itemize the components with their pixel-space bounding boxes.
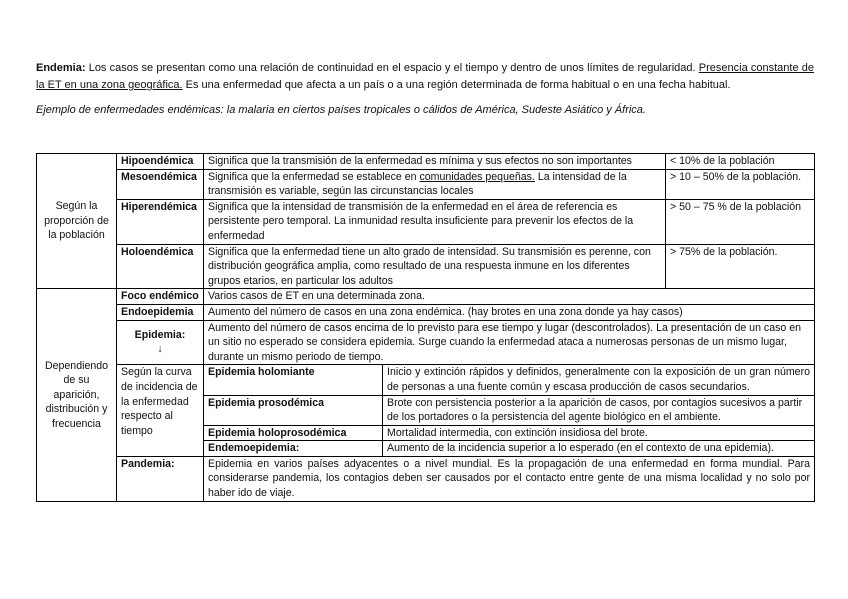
endemia-term: Endemia: [36,62,86,74]
epidemia-term: Epidemia: [134,328,186,341]
mesoendemica-desc-underlined: comunidades pequeñas. [419,170,535,183]
mesoendemica-term: Mesoendémica [117,169,204,199]
table-row [37,154,815,170]
epidemia-desc: Aumento del número de casos encima de lo previsto para ese tiempo y lugar (descontrolados). La presentación de un caso en un sitio no esperado se considera epidemia. Surge cuando la enfermedad ataca a numerosas personas de un mismo lugar, durante un mismo periodo de tiempo. [204,320,815,365]
hipoendemica-pct: < 10% de la población [666,154,815,170]
mesoendemica-desc-a: Significa que la enfermedad se establece en [208,170,420,183]
table-row [37,320,815,365]
table-row [37,456,815,501]
endemia-definition [36,60,814,94]
table-row [37,199,815,244]
mesoendemica-desc-b: La intensidad de la transmisión es variable, según las circunstancias locales [208,170,627,198]
holoendemica-desc: Significa que la enfermedad tiene un alto grado de intensidad. Su transmisión es perenne, con distribución geográfica amplia, como resultado de una respuesta inmune en los diferentes grupos etarios, en particular los adultos [204,244,666,289]
table-row [37,289,815,305]
holomiante-desc: Inicio y extinción rápidos y definidos, generalmente con la exposición de un gran número de personas a una fuente común y escasa producción de casos secundarios. [383,365,815,395]
table-row [37,169,815,199]
curva-incidencia-label: Según la curva de incidencia de la enfermedad respecto al tiempo [117,365,204,457]
prosodemica-term: Epidemia prosodémica [204,395,383,425]
mesoendemica-pct: > 10 – 50% de la población. [666,169,815,199]
table-row [37,244,815,289]
pandemia-term: Pandemia: [117,456,204,501]
pandemia-desc: Epidemia en varios países adyacentes o a nivel mundial. Es la propagación de una enfermedad en forma mundial. Para considerarse pandemia, los contagios deben ser causados por el contacto entre gente de una misma localidad y no solo por haber ido de viaje. [204,456,815,501]
group-population-label: Según la proporción de la población [37,154,117,289]
classification-table [36,153,815,502]
table-row [37,365,815,395]
table-row [37,304,815,320]
endemia-underlined: Presencia constante de la ET en una zona geográfica. [36,62,814,91]
hipoendemica-desc: Significa que la transmisión de la enfermedad es mínima y sus efectos no son importantes [204,154,666,170]
holoprosodemica-term: Epidemia holoprosodémica [204,425,383,441]
foco-desc: Varios casos de ET en una determinada zona. [204,289,815,305]
group-frequency-label: Dependiendo de su aparición, distribución y frecuencia [37,289,117,501]
holoprosodemica-desc: Mortalidad intermedia, con extinción insidiosa del brote. [383,425,815,441]
holoendemica-term: Holoendémica [117,244,204,289]
holoendemica-pct: > 75% de la población. [666,244,815,289]
endemoepidemia-desc: Aumento de la incidencia superior a lo esperado (en el contexto de una epidemia). [383,441,815,457]
mesoendemica-desc [204,169,666,199]
endemia-text-1: Los casos se presentan como una relación de continuidad en el espacio y el tiempo y dentro de unos límites de regularidad. [85,62,699,74]
endoepidemia-term: Endoepidemia [117,304,204,320]
hiperendemica-term: Hiperendémica [117,199,204,244]
hiperendemica-desc: Significa que la intensidad de transmisión de la enfermedad en el área de referencia es persistente pero temporal. La inmunidad resulta insuficiente para prevenir los efectos de la enfermedad [204,199,666,244]
endoepidemia-desc: Aumento del número de casos en una zona endémica. (hay brotes en una zona donde ya hay casos) [204,304,815,320]
hiperendemica-pct: > 50 – 75 % de la población [666,199,815,244]
arrow-down-icon: ↓ [157,343,163,356]
holomiante-term: Epidemia holomiante [204,365,383,395]
endemic-example: Ejemplo de enfermedades endémicas: la malaria en ciertos países tropicales o cálidos de América, Sudeste Asiático y África. [36,104,646,116]
endemia-text-2: Es una enfermedad que afecta a un país o a una región determinada de forma habitual o en una fecha habitual. [182,79,731,91]
epidemia-term-cell [117,320,204,365]
foco-term: Foco endémico [117,289,204,305]
prosodemica-desc: Brote con persistencia posterior a la aparición de casos, por contagios sucesivos a partir de los portadores o la persistencia del agente biológico en el ambiente. [383,395,815,425]
endemoepidemia-term: Endemoepidemia: [204,441,383,457]
hipoendemica-term: Hipoendémica [117,154,204,170]
